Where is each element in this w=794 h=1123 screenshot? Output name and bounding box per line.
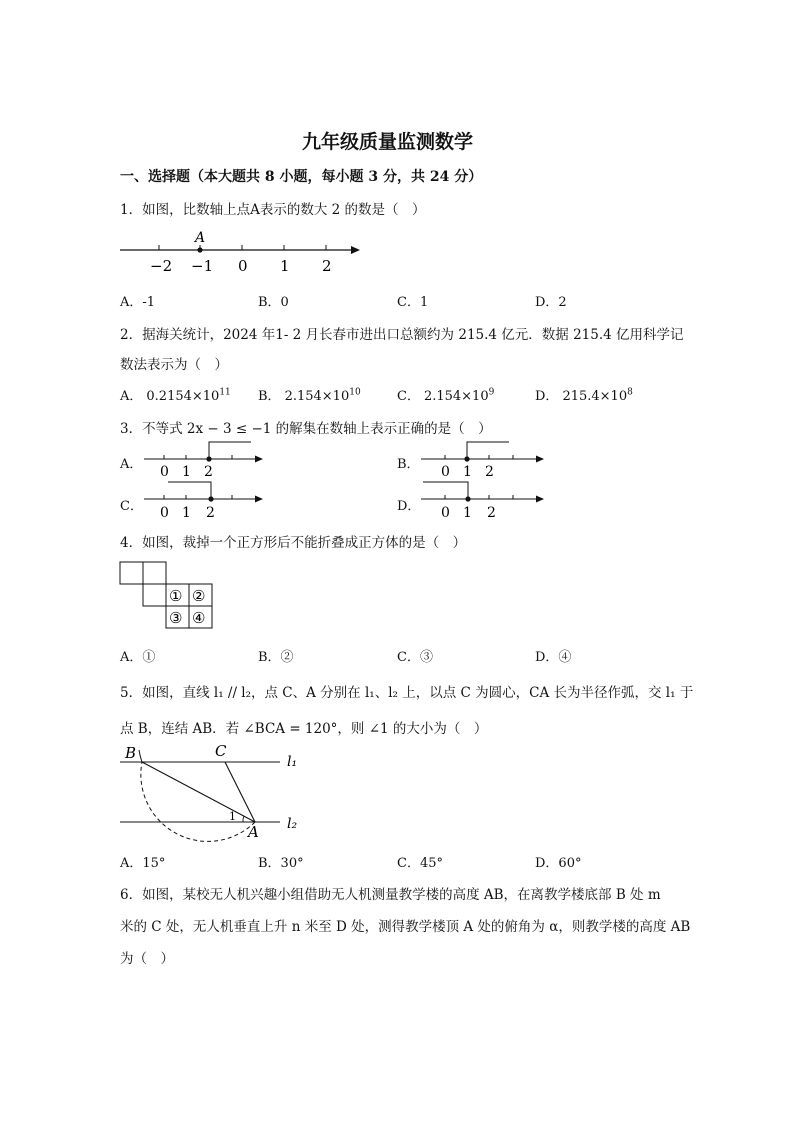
question-4-stem: 4．如图，裁掉一个正方形后不能折叠成正方体的是（ ）: [120, 535, 467, 551]
q5-option-d[interactable]: D．60°: [535, 856, 582, 871]
label-b: B: [125, 744, 137, 762]
question-1-stem: 1．如图，比数轴上点A表示的数大 2 的数是（ ）: [120, 202, 426, 218]
tick-label: −2: [150, 257, 173, 275]
tick-label: 1: [182, 505, 191, 521]
q2-option-b[interactable]: [258, 385, 361, 404]
point-a-dot: [197, 247, 202, 252]
label-l2: l₂: [287, 816, 298, 832]
option-exponent: 11: [219, 387, 231, 398]
q4-option-b[interactable]: B．②: [258, 650, 294, 665]
q4-cube-net: [118, 560, 218, 632]
page-title: 九年级质量监测数学: [302, 131, 474, 153]
tick-label: 1: [280, 257, 290, 275]
option-exponent: 10: [349, 387, 361, 398]
question-2-stem-line2: 数法表示为（ ）: [120, 357, 228, 373]
tick-label: 1: [182, 464, 191, 480]
tick-label: 1: [463, 505, 472, 521]
tick-label: 0: [238, 257, 248, 275]
q5-option-a[interactable]: A．15°: [120, 856, 166, 871]
option-value: 2.154×10: [284, 389, 350, 404]
q1-option-c[interactable]: C．1: [397, 295, 429, 310]
tick-label: 2: [206, 505, 215, 521]
q2-option-d[interactable]: [535, 385, 633, 404]
q4-option-a[interactable]: A．①: [120, 650, 156, 665]
option-value: 215.4×10: [562, 389, 628, 404]
q2-option-a[interactable]: [120, 385, 231, 404]
tick-label: 2: [487, 505, 496, 521]
q2-option-c[interactable]: [397, 385, 494, 404]
tick-label: −1: [191, 257, 214, 275]
q3-option-d-label[interactable]: D．: [397, 499, 421, 514]
question-3-stem: 3．不等式 2x − 3 ≤ −1 的解集在数轴上表示正确的是（ ）: [120, 421, 492, 437]
question-2-stem-line1: 2．据海关统计，2024 年1- 2 月长春市进出口总额约为 215.4 亿元．数据 215.4 亿用科学记: [120, 327, 684, 343]
q5-option-c[interactable]: C．45°: [397, 856, 443, 871]
q3-option-c-number-line[interactable]: [140, 478, 270, 522]
arc-dashed: [141, 762, 255, 841]
option-value: 2.154×10: [423, 389, 489, 404]
question-6-stem-line1: 6．如图，某校无人机兴趣小组借助无人机测量教学楼的高度 AB，在离教学楼底部 B 处 m: [120, 887, 661, 903]
q5-geometry-figure: [115, 740, 315, 840]
q3-option-b-number-line[interactable]: [417, 438, 549, 480]
label-l1: l₁: [287, 754, 298, 770]
q5-option-b[interactable]: B．30°: [258, 856, 304, 871]
segment-ab: [142, 762, 255, 822]
option-exponent: 8: [627, 387, 633, 398]
option-letter: B．: [258, 389, 281, 404]
option-value: 0.2154×10: [146, 389, 220, 404]
option-exponent: 9: [488, 387, 495, 398]
cell-label: ①: [169, 587, 183, 605]
q3-option-c-label[interactable]: C．: [120, 499, 143, 514]
tick-label: 2: [204, 464, 213, 480]
tick-label: 0: [441, 505, 450, 521]
q3-option-a-number-line[interactable]: [140, 438, 270, 480]
q1-option-d[interactable]: D．2: [535, 295, 567, 310]
option-letter: D．: [535, 389, 559, 404]
label-c: C: [215, 742, 227, 760]
tick-label: 2: [322, 257, 332, 275]
tick-label: 2: [485, 464, 494, 480]
q3-option-d-number-line[interactable]: [417, 478, 549, 522]
tick-label: 0: [160, 505, 169, 521]
question-5-stem-line1: 5．如图，直线 l₁ // l₂，点 C、A 分别在 l₁、l₂ 上，以点 C 为圆心，CA 长为半径作弧，交 l₁ 于: [120, 685, 694, 701]
tick-label: 1: [463, 464, 472, 480]
question-6-stem-line3: 为（ ）: [120, 951, 174, 967]
question-6-stem-line2: 米的 C 处，无人机垂直上升 n 米至 D 处，测得教学楼顶 A 处的俯角为 α，则教学楼的高度 AB: [120, 919, 691, 935]
q3-option-a-label[interactable]: A．: [120, 457, 143, 472]
q4-option-c[interactable]: C．③: [397, 650, 433, 665]
arc-tail: [139, 750, 142, 762]
point-a-label: A: [195, 230, 206, 246]
cell-label: ③: [169, 609, 183, 627]
angle-mark: [243, 816, 244, 822]
question-5-stem-line2: 点 B，连结 AB．若 ∠BCA = 120°，则 ∠1 的大小为（ ）: [120, 721, 488, 737]
q3-option-b-label[interactable]: B．: [397, 457, 420, 472]
cell-label: ④: [192, 609, 206, 627]
q1-number-line: [110, 228, 370, 276]
label-angle-1: 1: [229, 810, 236, 823]
cell-label: ②: [192, 587, 206, 605]
q1-option-b[interactable]: B．0: [258, 295, 289, 310]
section-heading: 一、选择题（本大题共 8 小题，每小题 3 分，共 24 分）: [120, 169, 483, 185]
tick-label: 0: [441, 464, 450, 480]
q4-option-d[interactable]: D．④: [535, 650, 572, 665]
option-letter: A．: [120, 389, 143, 404]
q1-option-a[interactable]: A．-1: [120, 295, 156, 310]
label-a: A: [248, 823, 259, 841]
tick-label: 0: [160, 464, 169, 480]
option-letter: C．: [397, 389, 420, 404]
